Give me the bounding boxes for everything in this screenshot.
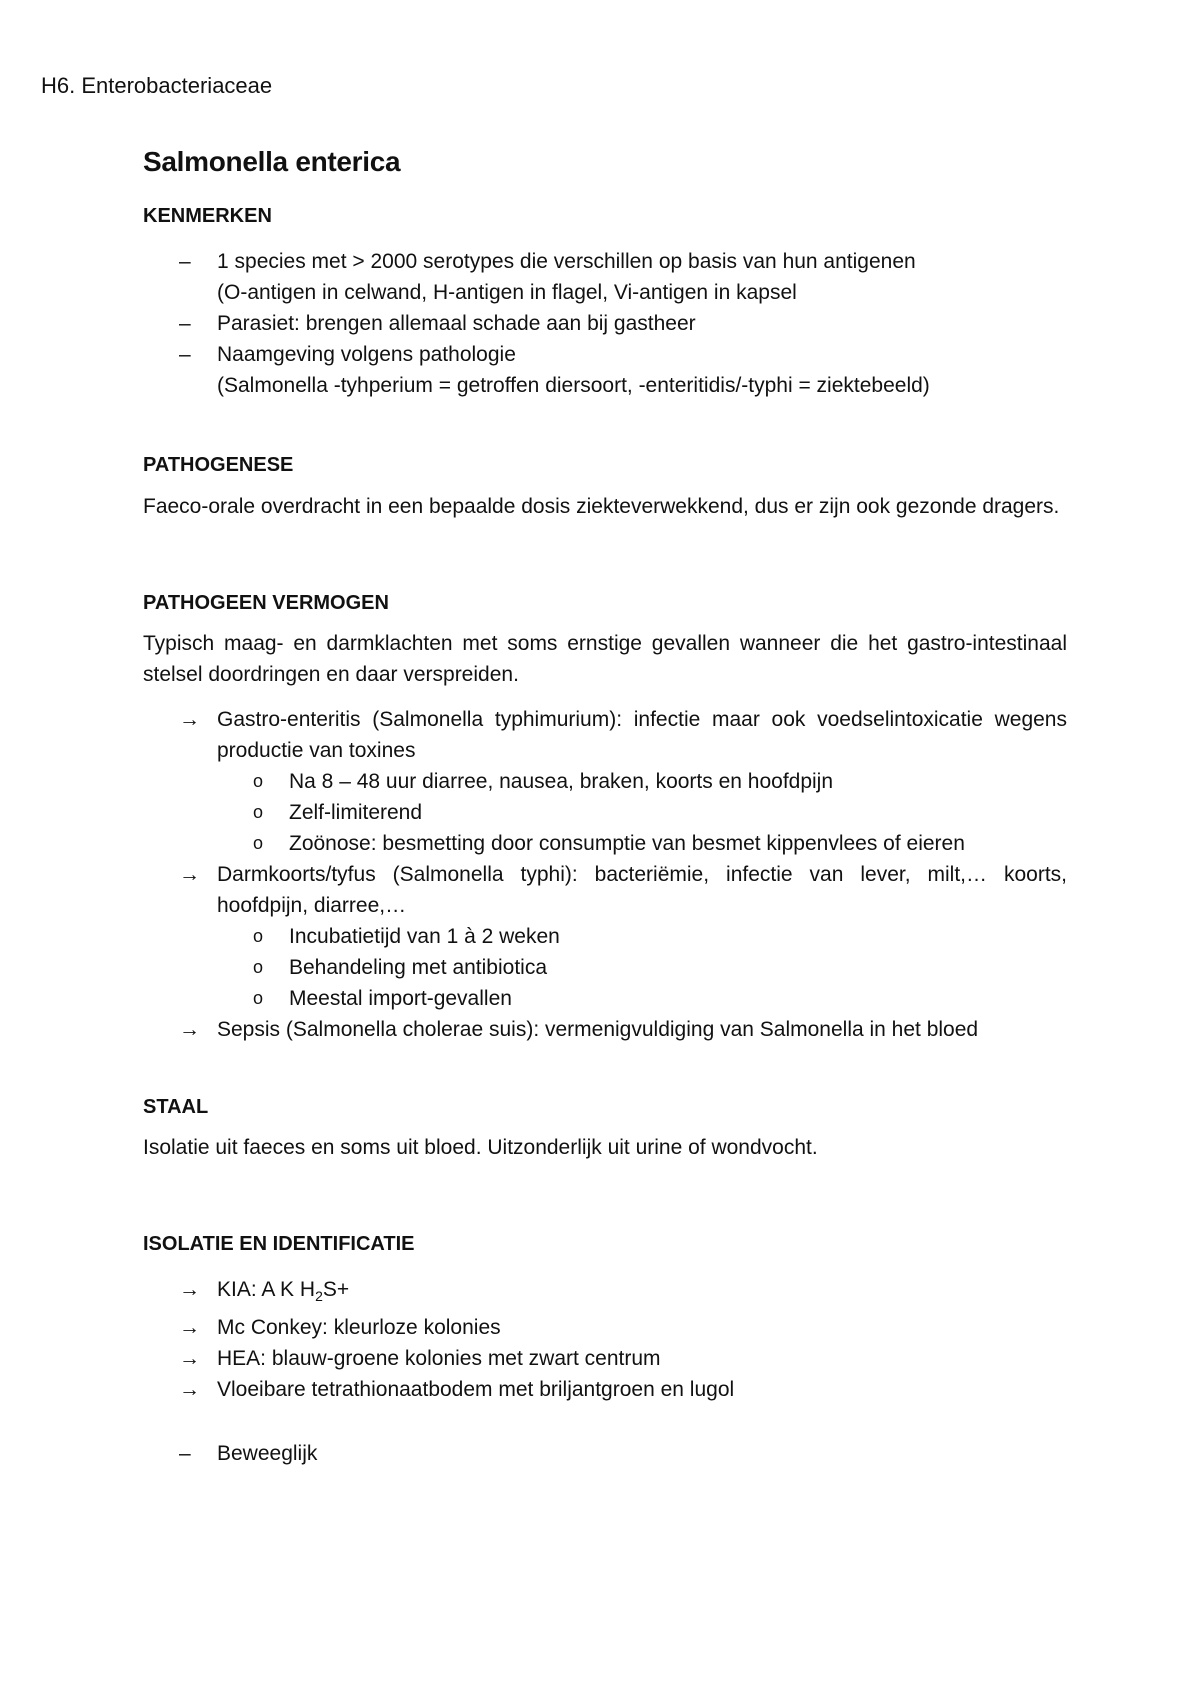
list-item-line: (Salmonella -tyhperium = getroffen diersoort, -enteritidis/-typhi = ziektebeeld) [217, 374, 930, 397]
list-item-text: Darmkoorts/tyfus (Salmonella typhi): bacteriëmie, infectie van lever, milt,… koorts, hoofdpijn, diarree,… [217, 863, 1067, 917]
sub-list-item [217, 766, 1067, 797]
list-item-text: Sepsis (Salmonella cholerae suis): vermenigvuldiging van Salmonella in het bloed [217, 1018, 979, 1041]
list-item-line: Naamgeving volgens pathologie [217, 343, 516, 366]
arrow-marker: → [179, 863, 200, 886]
arrow-marker: → [179, 1316, 200, 1340]
paragraph: Isolatie uit faeces en soms uit bloed. Uitzonderlijk uit urine of wondvocht. [143, 1136, 818, 1159]
list-item-text: Mc Conkey: kleurloze kolonies [217, 1316, 501, 1340]
sub-list-item [217, 921, 1067, 952]
arrow-marker: → [179, 1018, 200, 1041]
paragraph: Typisch maag- en darmklachten met soms ernstige gevallen wanneer die het gastro-intestinaal stelsel doordringen en daar verspreiden. [143, 632, 1067, 686]
kia-text: KIA: A K H [217, 1278, 316, 1301]
list-item [143, 339, 1067, 401]
arrow-marker: → [179, 1378, 200, 1402]
section-heading-kenmerken: KENMERKEN [143, 205, 272, 227]
list-item [143, 1274, 1067, 1312]
dash-marker: – [179, 343, 191, 366]
sub-list-item [217, 983, 1067, 1014]
list-item [143, 1438, 1067, 1469]
dash-marker: – [179, 312, 191, 335]
circle-marker: o [253, 957, 264, 977]
list-item [143, 1312, 1067, 1343]
section-heading-vermogen: PATHOGEEN VERMOGEN [143, 592, 389, 614]
isolatie-list [143, 1274, 1067, 1405]
section-isolatie [143, 1230, 1067, 1469]
circle-marker: o [253, 988, 264, 1008]
subscript: 2 [315, 1288, 323, 1305]
list-item-line: 1 species met > 2000 serotypes die verschillen op basis van hun antigenen [217, 250, 916, 273]
page-header: H6. Enterobacteriaceae [41, 73, 273, 98]
document-content [143, 146, 1067, 1469]
list-item-text: HEA: blauw-groene kolonies met zwart centrum [217, 1347, 661, 1371]
list-item [143, 308, 1067, 339]
paragraph: Faeco-orale overdracht in een bepaalde dosis ziekteverwekkend, dus er zijn ook gezonde dragers. [143, 495, 1060, 518]
circle-marker: o [253, 771, 264, 791]
sub-list-item-text: Meestal import-gevallen [289, 987, 512, 1010]
extra-list [143, 1438, 1067, 1469]
list-item-text [217, 1278, 350, 1305]
kia-text-suffix: S+ [322, 1278, 350, 1301]
sub-list-item-text: Na 8 – 48 uur diarree, nausea, braken, koorts en hoofdpijn [289, 770, 834, 793]
list-item [143, 704, 1067, 859]
vermogen-list [143, 704, 1067, 1045]
circle-marker: o [253, 926, 264, 946]
section-vermogen [143, 589, 1067, 1045]
list-item-text: Vloeibare tetrathionaatbodem met briljantgroen en lugol [217, 1378, 735, 1402]
section-kenmerken [143, 202, 1067, 401]
arrow-marker: → [179, 1347, 200, 1371]
list-item-text: Beweeglijk [217, 1442, 318, 1466]
arrow-marker: → [179, 1278, 200, 1301]
section-heading-pathogenese: PATHOGENESE [143, 454, 294, 476]
list-item-line: Parasiet: brengen allemaal schade aan bij gastheer [217, 312, 696, 335]
kenmerken-list [143, 246, 1067, 401]
sub-list-item [217, 952, 1067, 983]
dash-marker: – [179, 1442, 191, 1466]
page-title: Salmonella enterica [143, 146, 401, 177]
sub-list-item [217, 797, 1067, 828]
list-item [143, 1343, 1067, 1374]
sub-list-item-text: Behandeling met antibiotica [289, 956, 548, 979]
sub-list [143, 921, 1067, 1014]
sub-list [143, 766, 1067, 859]
sub-list-item-text: Zoönose: besmetting door consumptie van besmet kippenvlees of eieren [289, 832, 965, 855]
sub-list-item-text: Incubatietijd van 1 à 2 weken [289, 925, 560, 948]
dash-marker: – [179, 250, 191, 273]
section-pathogenese [143, 451, 1067, 522]
list-item [143, 859, 1067, 1014]
list-item-text: Gastro-enteritis (Salmonella typhimurium): infectie maar ook voedselintoxicatie wegens productie van toxines [217, 708, 1067, 762]
sub-list-item-text: Zelf-limiterend [289, 801, 423, 824]
list-item [143, 1374, 1067, 1405]
circle-marker: o [253, 802, 264, 822]
section-staal [143, 1093, 1067, 1163]
arrow-marker: → [179, 708, 200, 731]
section-heading-staal: STAAL [143, 1096, 209, 1118]
circle-marker: o [253, 833, 264, 853]
list-item [143, 1014, 1067, 1045]
section-heading-isolatie: ISOLATIE EN IDENTIFICATIE [143, 1233, 415, 1255]
list-item-line: (O-antigen in celwand, H-antigen in flagel, Vi-antigen in kapsel [217, 281, 797, 304]
list-item [143, 246, 1067, 308]
sub-list-item [217, 828, 1067, 859]
